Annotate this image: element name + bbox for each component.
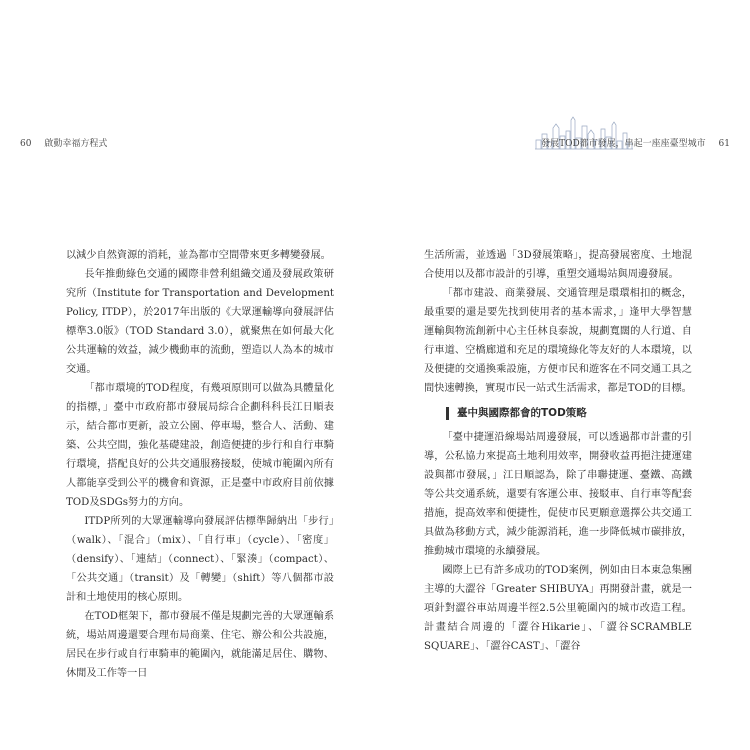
section-subheading: [424, 404, 692, 422]
paragraph: 在TOD框架下，都市發展不僅是規劃完善的大眾運輸系統，場站周邊還要合理布局商業、住宅、辦公和公共設施，居民在步行或自行車騎車的範圍內，就能滿足居住、購物、休閒及工作等一日: [66, 611, 334, 679]
paragraph: 「都市建設、商業發展、交通管理是環環相扣的概念，最重要的還是要先找到使用者的基本需求，」逢甲大學智慧運輸與物流創新中心主任林良泰說，規劃寬闊的人行道、自行車道、空橋廊道和充足的環境綠化等友好的人本環境，以及便捷的交通換乘設施，方便市民和遊客在不同交通工具之間快速轉換，實現市民一站式生活需求，都是TOD的目標。: [424, 288, 692, 394]
right-running-head: 發展TOD都市發展，串起一座座臺型城市: [541, 139, 706, 149]
subheading-bar: [446, 407, 449, 420]
paragraph: 「都市環境的TOD程度，有幾項原則可以做為具體量化的指標，」臺中市政府都市發展局綜合企劃科科長江日順表示，結合都市更新，設立公園、停車場，整合人、活動、建築、公共空間，強化基礎建設，創造便捷的步行和自行車騎行環境，搭配良好的公共交通服務接駁，使城市範圍內所有人都能享受到公平的機會和資源，正是臺中市政府目前依據TOD及SDGs努力的方向。: [66, 383, 334, 508]
left-running-head: 啟動幸福方程式: [44, 139, 108, 149]
right-page-number: 61: [718, 139, 730, 149]
left-header: [20, 136, 107, 149]
paragraph: 生活所需，並透過「3D發展策略」，提高發展密度、土地混合使用以及都市設計的引導，重塑交通場站與周邊發展。: [424, 250, 692, 280]
left-page-number: 60: [20, 139, 32, 149]
subheading-text: 臺中與國際都會的TOD策略: [457, 407, 587, 419]
paragraph: 國際上已有許多成功的TOD案例，例如由日本東急集團主導的大澀谷「Greater SHIBUYA」再開發計畫，就是一項針對澀谷車站周邊半徑2.5公里範圍內的城市改造工程。計畫結合周邊的「澀谷Hikarie」、「澀谷SCRAMBLE SQUARE」、「澀谷CAST」、「澀谷: [424, 565, 692, 652]
paragraph: 長年推動綠色交通的國際非營利組織交通及發展政策研究所（Institute for Transportation and Development Policy, ITDP），於2017年出版的《大眾運輸導向發展評估標準3.0版》（TOD Standard 3.0），就聚焦在如何最大化公共運輸的效益，減少機動車的流動，塑造以人為本的城市交通。: [66, 269, 334, 375]
paragraph: 「臺中捷運沿線場站周邊發展，可以透過都市計畫的引導，公私協力來提高土地利用效率，開發收益再挹注捷運建設與都市發展，」江日順認為，除了串聯捷運、臺鐵、高鐵等公共交通系統，還要有客運公車、接駁車、自行車等配套措施，提高效率和便捷性，促使市民更願意選擇公共交通工具做為移動方式，減少能源消耗，進一步降低城市碳排放，推動城市環境的永續發展。: [424, 432, 692, 557]
left-body-text: [66, 246, 334, 683]
right-header: [541, 136, 730, 149]
paragraph: ITDP所列的大眾運輸導向發展評估標準歸納出「步行」（walk）、「混合」（mix）、「自行車」（cycle）、「密度」（densify）、「連結」（connect）、「緊湊」（compact）、「公共交通」（transit）及「轉變」（shift）等八個都市設計和土地使用的核心原則。: [66, 516, 334, 603]
right-body-text: [424, 246, 692, 656]
paragraph: 以減少自然資源的消耗，並為都市空間帶來更多轉變發展。: [66, 250, 331, 261]
